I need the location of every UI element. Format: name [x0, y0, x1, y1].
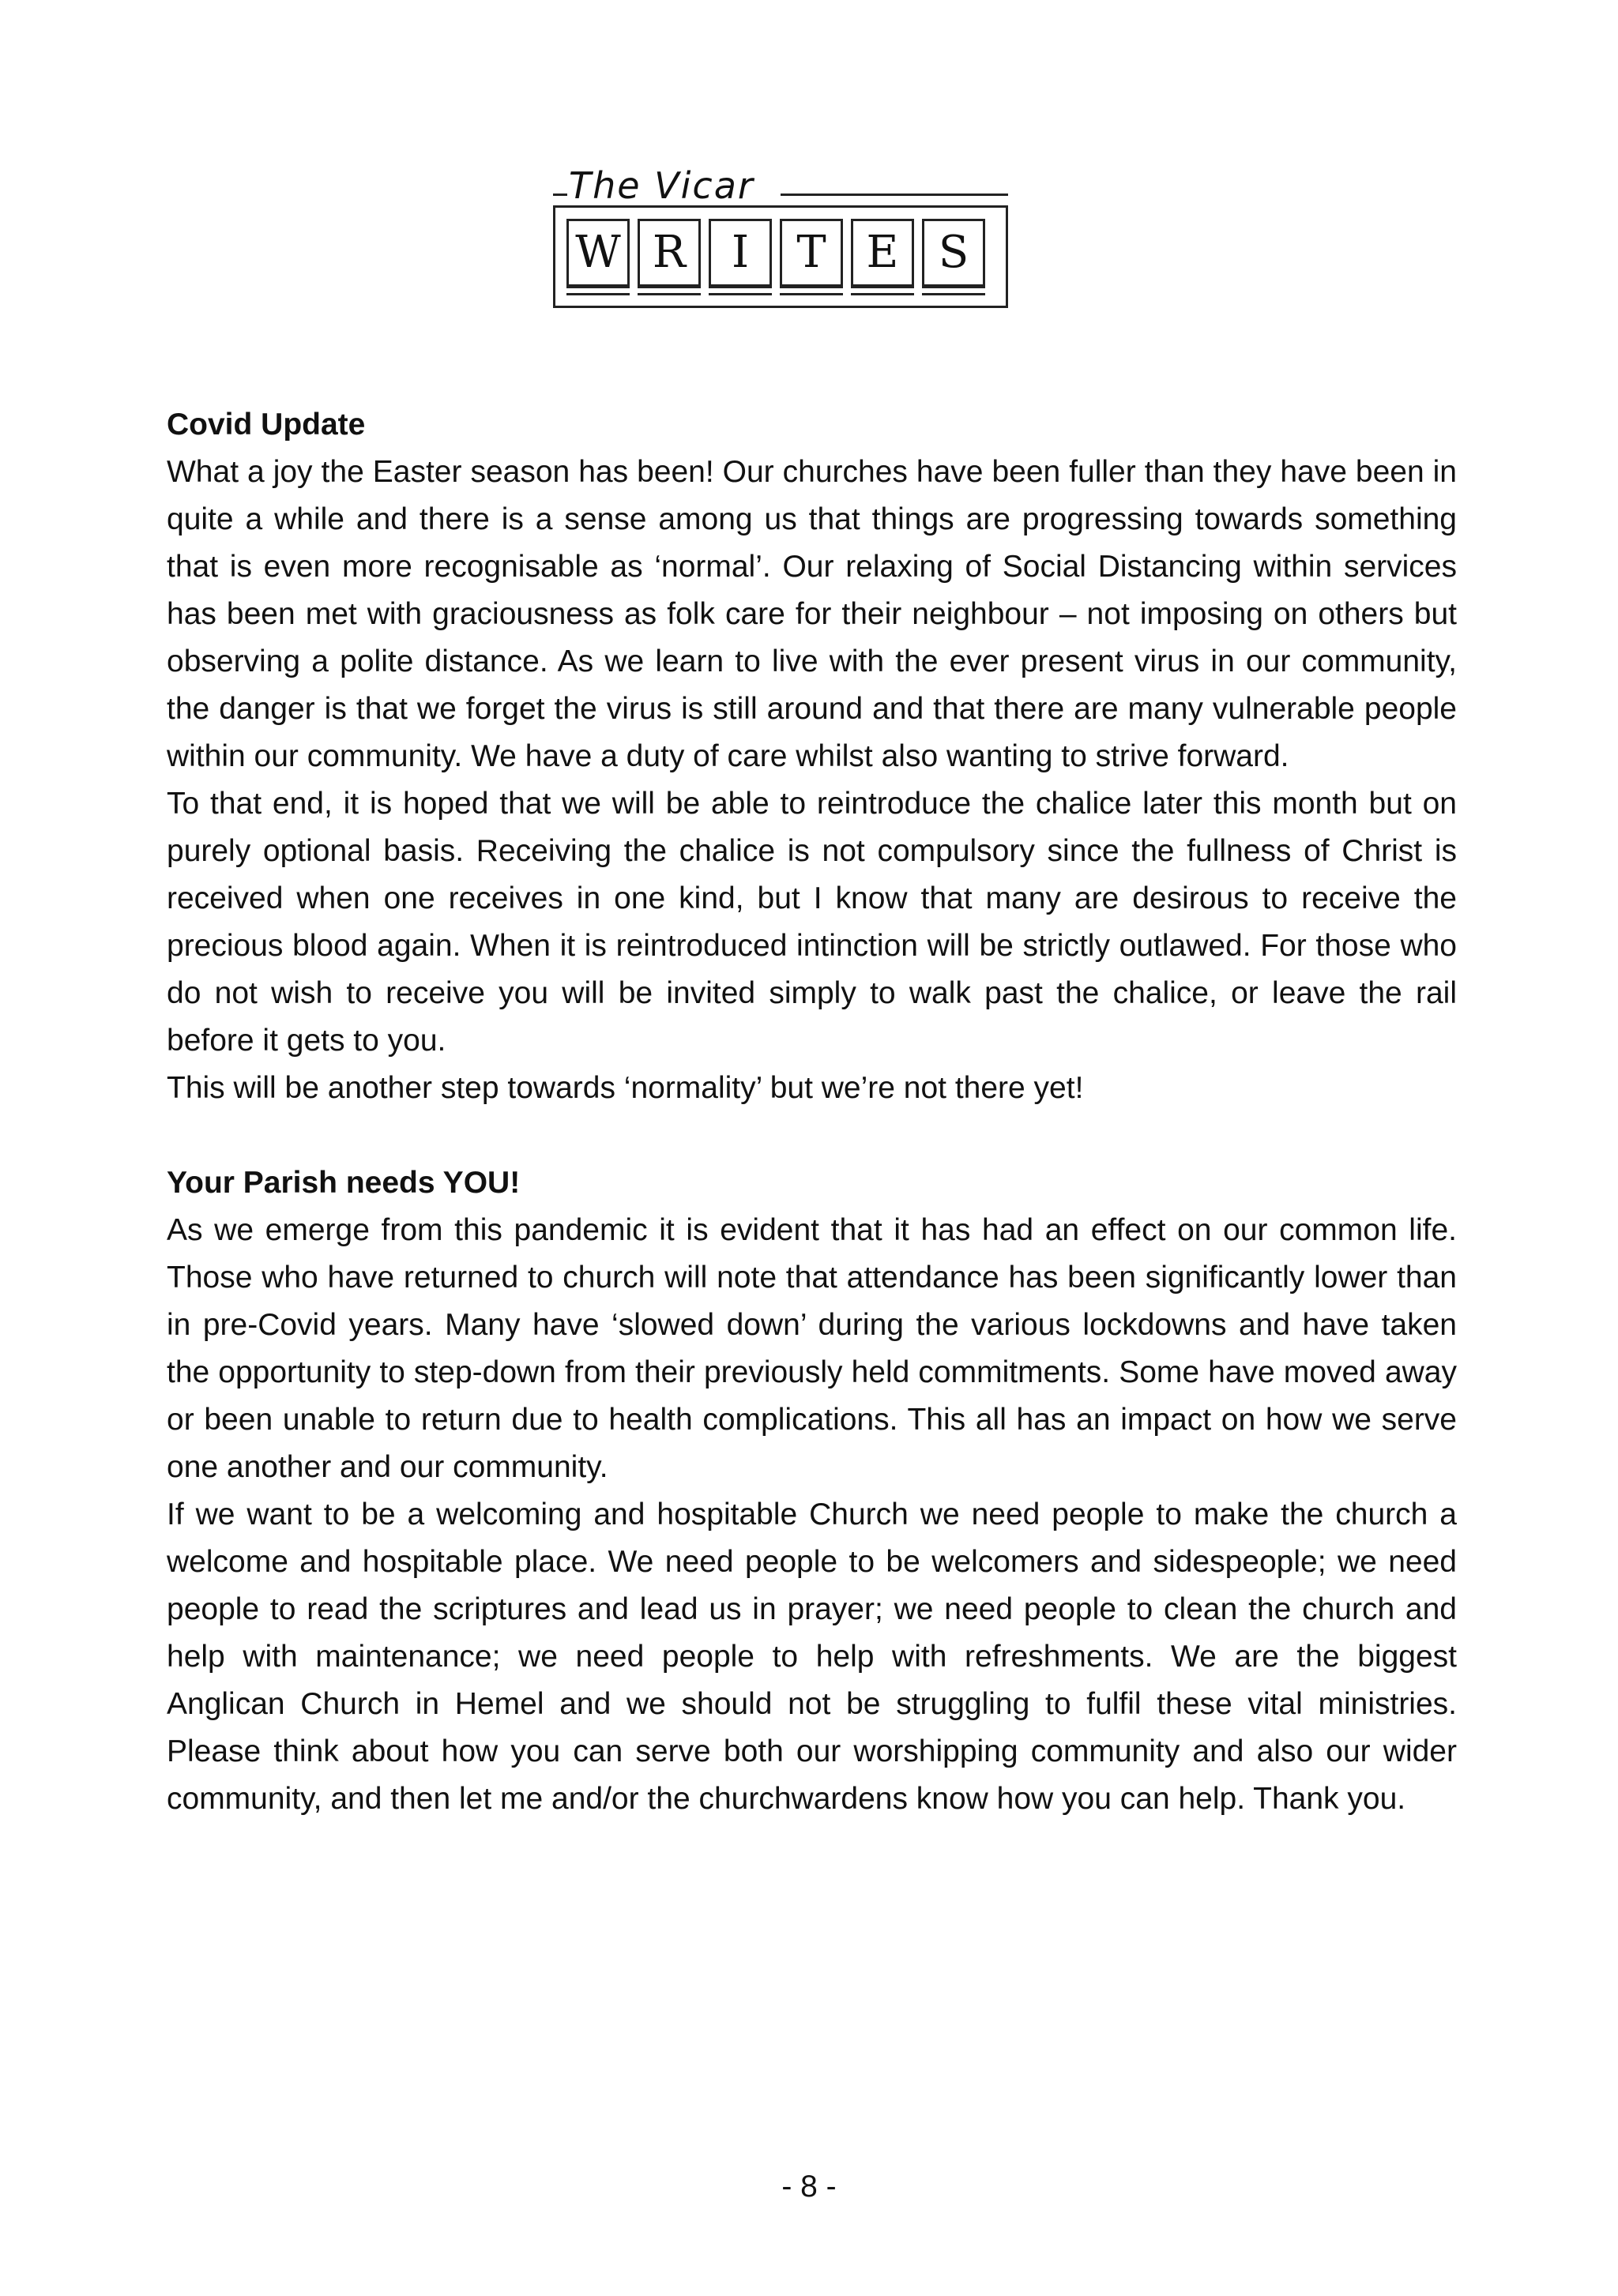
vicar-writes-logo: [553, 166, 1019, 316]
paragraph: This will be another step towards ‘normality’ but we’re not there yet!: [167, 1071, 1084, 1105]
logo-letter-tile: R: [638, 219, 701, 287]
paragraph: What a joy the Easter season has been! Our churches have been fuller than they have been in quite a while and there is a sense among us that things are progressing towards something that is even more recognisable as ‘normal’. Our relaxing of Social Distancing within services has been met with graciousness as folk care for their neighbour – not imposing on others but observing a polite distance. As we learn to live with the ever present virus in our community, the danger is that we forget the virus is still around and that there are many vulnerable people within our community. We have a duty of care whilst also wanting to strive forward.: [167, 455, 1457, 773]
paragraph: As we emerge from this pandemic it is evident that it has had an effect on our common life. Those who have returned to church will note that attendance has been significantly lower than in pre-Covid years. Many have ‘slowed down’ during the various lockdowns and have taken the opportunity to step-down from their previously held commitments. Some have moved away or been unable to return due to health complications. This all has an impact on how we serve one another and our community.: [167, 1213, 1457, 1484]
logo-script-title: The Vicar: [569, 164, 754, 207]
logo-letter-tiles: [566, 219, 985, 287]
paragraph: If we want to be a welcoming and hospitable Church we need people to make the church a welcome and hospitable place. We need people to be welcomers and sidespeople; we need people to read the scriptures and lead us in prayer; we need people to clean the church and help with maintenance; we need people to help with refreshments. We are the biggest Anglican Church in Hemel and we should not be struggling to fulfil these vital ministries. Please think about how you can serve both our worshipping community and also our wider community, and then let me and/or the churchwardens know how you can help. Thank you.: [167, 1497, 1457, 1816]
logo-title-line: [781, 194, 1008, 196]
section-spacer: [167, 1112, 1457, 1159]
logo-letter-tile: T: [780, 219, 843, 287]
section-heading: Covid Update: [167, 408, 366, 442]
logo-letter-tile: E: [851, 219, 914, 287]
section-parish-needs-you: [167, 1159, 1457, 1823]
logo-letter-tile: I: [709, 219, 772, 287]
logo-letter-tile: S: [922, 219, 985, 287]
section-covid-update: [167, 401, 1457, 1112]
logo-lead-line: [553, 194, 567, 196]
section-heading: Your Parish needs YOU!: [167, 1166, 521, 1200]
page-number: - 8 -: [781, 2170, 837, 2204]
paragraph: To that end, it is hoped that we will be able to reintroduce the chalice later this month but on purely optional basis. Receiving the chalice is not compulsory since the fullness of Christ is received when one receives in one kind, but I know that many are desirous to receive the precious blood again. When it is reintroduced intinction will be strictly outlawed. For those who do not wish to receive you will be invited simply to walk past the chalice, or leave the rail before it gets to you.: [167, 787, 1457, 1058]
logo-letter-tile: W: [566, 219, 630, 287]
article-body: [167, 401, 1457, 1823]
logo-frame: [553, 205, 1008, 308]
